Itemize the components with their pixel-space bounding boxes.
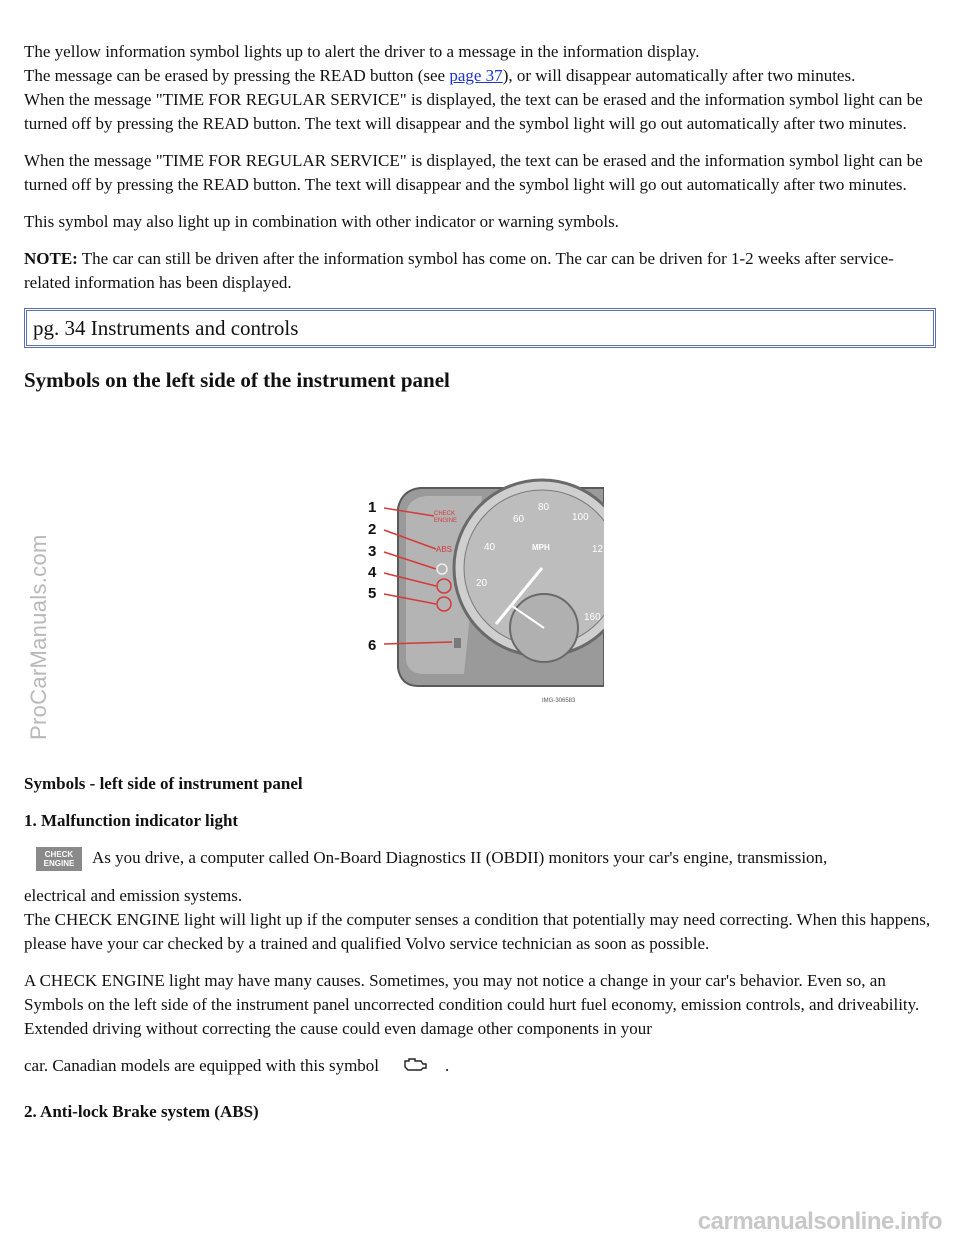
callout-4: 4 xyxy=(368,564,377,581)
dial-label-160: 160 xyxy=(584,612,601,623)
dial-label-20: 20 xyxy=(476,578,488,589)
callout-2: 2 xyxy=(368,521,377,538)
intro-line-3: When the message "TIME FOR REGULAR SERVICE" is displayed, the text can be erased and the information symbol light can be turned off by pressing the READ button. The text will disappear and the symbol light will go out automatically after two minutes. xyxy=(24,90,923,133)
item-1-title: 1. Malfunction indicator light xyxy=(24,811,239,830)
figure-code: IMG-306583 xyxy=(542,698,576,704)
item-1-causes: A CHECK ENGINE light may have many causes. Sometimes, you may not notice a change in your car's behavior. Even so, an Symbols on the left side of the instrument panel uncorrected condition could hurt fuel economy, emission controls, and driveability. Extended driving without correcting the cause could even damage other components in your xyxy=(24,971,920,1039)
combination-paragraph: This symbol may also light up in combination with other indicator or warning symbols. xyxy=(24,212,619,231)
item-1-canadian: car. Canadian models are equipped with this symbol . xyxy=(24,1054,936,1080)
page-37-link[interactable]: page 37 xyxy=(449,66,503,85)
item-1-body: electrical and emission systems. The CHECK ENGINE light will light up if the computer senses a condition that potentially may need correcting. When this happens, please have your car checked by a trained and qualified Volvo service technician as soon as possible. xyxy=(24,886,931,954)
dial-label-12: 12 xyxy=(592,544,604,555)
fuel-pump-icon xyxy=(454,638,461,648)
engine-symbol-icon xyxy=(401,1055,429,1080)
section-header-box: pg. 34 Instruments and controls xyxy=(24,308,936,348)
callout-1: 1 xyxy=(368,499,377,516)
side-watermark: ProCarManuals.com xyxy=(26,534,51,740)
note-text: The car can still be driven after the information symbol has come on. The car can be driven for 1-2 weeks after service-related information has been displayed. xyxy=(24,249,894,292)
abs-label: ABS xyxy=(436,545,453,554)
check-engine-badge-icon: CHECK ENGINE xyxy=(36,847,82,871)
figure-caption: Symbols - left side of instrument panel xyxy=(24,774,303,793)
service-paragraph: When the message "TIME FOR REGULAR SERVICE" is displayed, the text can be erased and the information symbol light can be turned off by pressing the READ button. The text will disappear and the symbol light will go out automatically after two minutes. xyxy=(24,151,923,194)
note-paragraph xyxy=(24,247,936,295)
dial-label-100: 100 xyxy=(572,512,589,523)
item-2-title: 2. Anti-lock Brake system (ABS) xyxy=(24,1101,259,1121)
item-1-first-line: CHECK ENGINE As you drive, a computer called On-Board Diagnostics II (OBDII) monitors your car's engine, transmission, xyxy=(24,846,936,871)
footer-watermark: carmanualsonline.info xyxy=(697,1208,942,1235)
page-content xyxy=(24,40,936,394)
intro-line-1: The yellow information symbol lights up to alert the driver to a message in the information display. xyxy=(24,42,700,61)
instrument-panel-figure xyxy=(346,468,604,710)
check-label: CHECK xyxy=(434,511,456,517)
engine-label: ENGINE xyxy=(434,518,458,524)
note-label: NOTE: xyxy=(24,249,78,268)
callout-5: 5 xyxy=(368,585,377,602)
lower-content xyxy=(24,772,936,1137)
callout-6: 6 xyxy=(368,637,377,654)
dial-label-60: 60 xyxy=(513,514,525,525)
section-heading: Symbols on the left side of the instrument panel xyxy=(24,368,450,392)
intro-paragraph xyxy=(24,40,936,136)
mph-label: MPH xyxy=(532,543,550,552)
intro-line-2: The message can be erased by pressing the READ button (see page 37), or will disappear automatically after two minutes. xyxy=(24,66,856,85)
callout-3: 3 xyxy=(368,543,377,560)
dial-label-40: 40 xyxy=(484,542,496,553)
dial-label-80: 80 xyxy=(538,502,550,513)
